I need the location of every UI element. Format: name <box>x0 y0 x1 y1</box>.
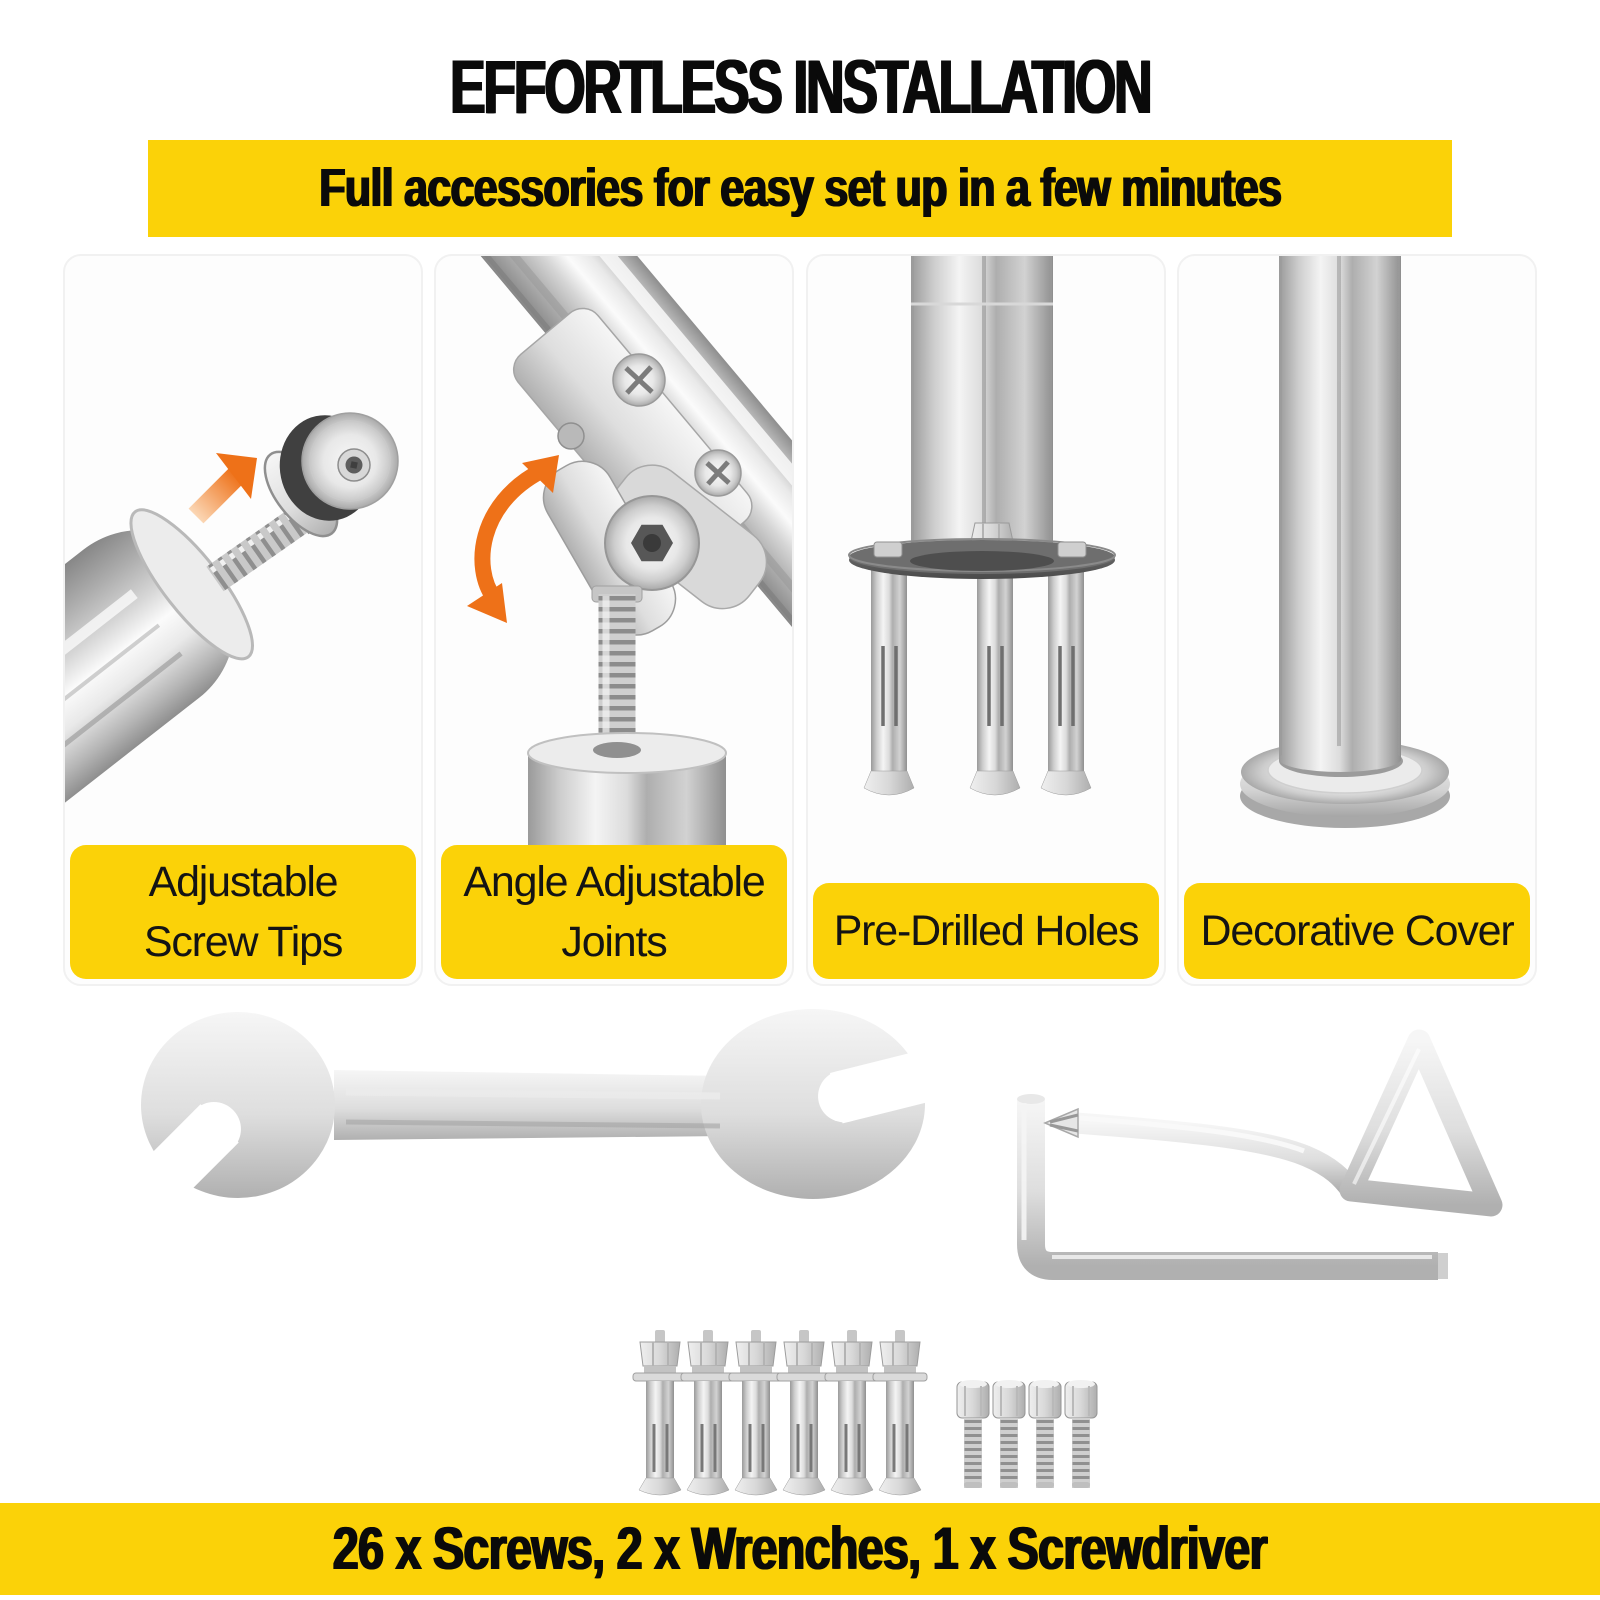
expansion-anchor-icon <box>729 1330 783 1495</box>
flange-bolt-head <box>1058 542 1086 557</box>
expansion-anchor-icon <box>777 1330 831 1495</box>
feature-label-adjustable-screw-tips <box>70 845 416 979</box>
straight-orange-arrow-icon <box>196 453 257 516</box>
cap-screw-icon <box>993 1380 1025 1488</box>
feature-panel-decorative-cover <box>1177 254 1537 986</box>
footer-banner <box>0 1503 1600 1595</box>
expansion-anchor-icon <box>825 1330 879 1495</box>
expansion-anchor-icon <box>681 1330 735 1495</box>
triangle-screwdriver-icon <box>1045 1041 1491 1205</box>
cap-screw-icon <box>1029 1380 1061 1488</box>
phillips-tip-icon <box>1045 1109 1078 1137</box>
decorative-cover-photo <box>1179 256 1535 876</box>
side-screw <box>558 423 584 449</box>
feature-label-line: Screw Tips <box>143 918 343 966</box>
cap-screw-icon <box>1065 1380 1097 1488</box>
subtitle-text: Full accessories for easy set up in a few minutes <box>319 158 1281 218</box>
phillips-screw-icon <box>613 354 665 406</box>
curved-double-orange-arrow-icon <box>467 455 559 623</box>
feature-label-pre-drilled-holes <box>813 883 1159 979</box>
feature-panel-adjustable-screw-tips <box>63 254 423 986</box>
feature-label-decorative-cover <box>1184 883 1530 979</box>
feature-label-line: Joints <box>561 918 667 966</box>
pre-drilled-holes-photo <box>808 256 1164 876</box>
post-cylinder <box>1279 256 1401 772</box>
feature-panel-pre-drilled-holes <box>806 254 1166 986</box>
post-cylinder <box>911 256 1053 557</box>
feature-label-line: Decorative Cover <box>1200 907 1514 955</box>
expansion-anchor-icon <box>633 1330 687 1495</box>
feature-label-line: Adjustable <box>148 858 338 906</box>
expansion-anchor-bolt <box>864 556 914 795</box>
subtitle-banner <box>148 140 1452 237</box>
expansion-anchor-bolt <box>1041 556 1091 795</box>
wrench-illustration <box>88 1002 933 1212</box>
screws-illustration <box>628 1322 1108 1502</box>
expansion-anchor-bolt <box>970 556 1020 795</box>
page-title <box>0 42 1600 134</box>
feature-panel-angle-adjustable-joints <box>434 254 794 986</box>
adjustable-screw-tip-photo <box>65 256 421 876</box>
expansion-anchor-icon <box>873 1330 927 1495</box>
cap-screw-icon <box>957 1380 989 1488</box>
feature-label-line: Angle Adjustable <box>463 858 765 906</box>
threaded-rod <box>606 594 617 746</box>
feature-label-line: Pre-Drilled Holes <box>833 907 1139 955</box>
angle-adjustable-joint-photo <box>436 256 792 876</box>
feature-label-angle-adjustable-joints <box>441 845 787 979</box>
hex-key-and-screwdriver-illustration <box>1000 1008 1520 1308</box>
hex-socket-bolt <box>605 496 699 590</box>
phillips-screw-icon <box>695 450 741 496</box>
flange-bolt-head <box>874 542 902 557</box>
double-open-end-wrench-icon <box>102 1009 933 1212</box>
page-title-text: EFFORTLESS INSTALLATION <box>449 45 1151 130</box>
footer-summary-text: 26 x Screws, 2 x Wrenches, 1 x Screwdriver <box>332 1515 1268 1582</box>
